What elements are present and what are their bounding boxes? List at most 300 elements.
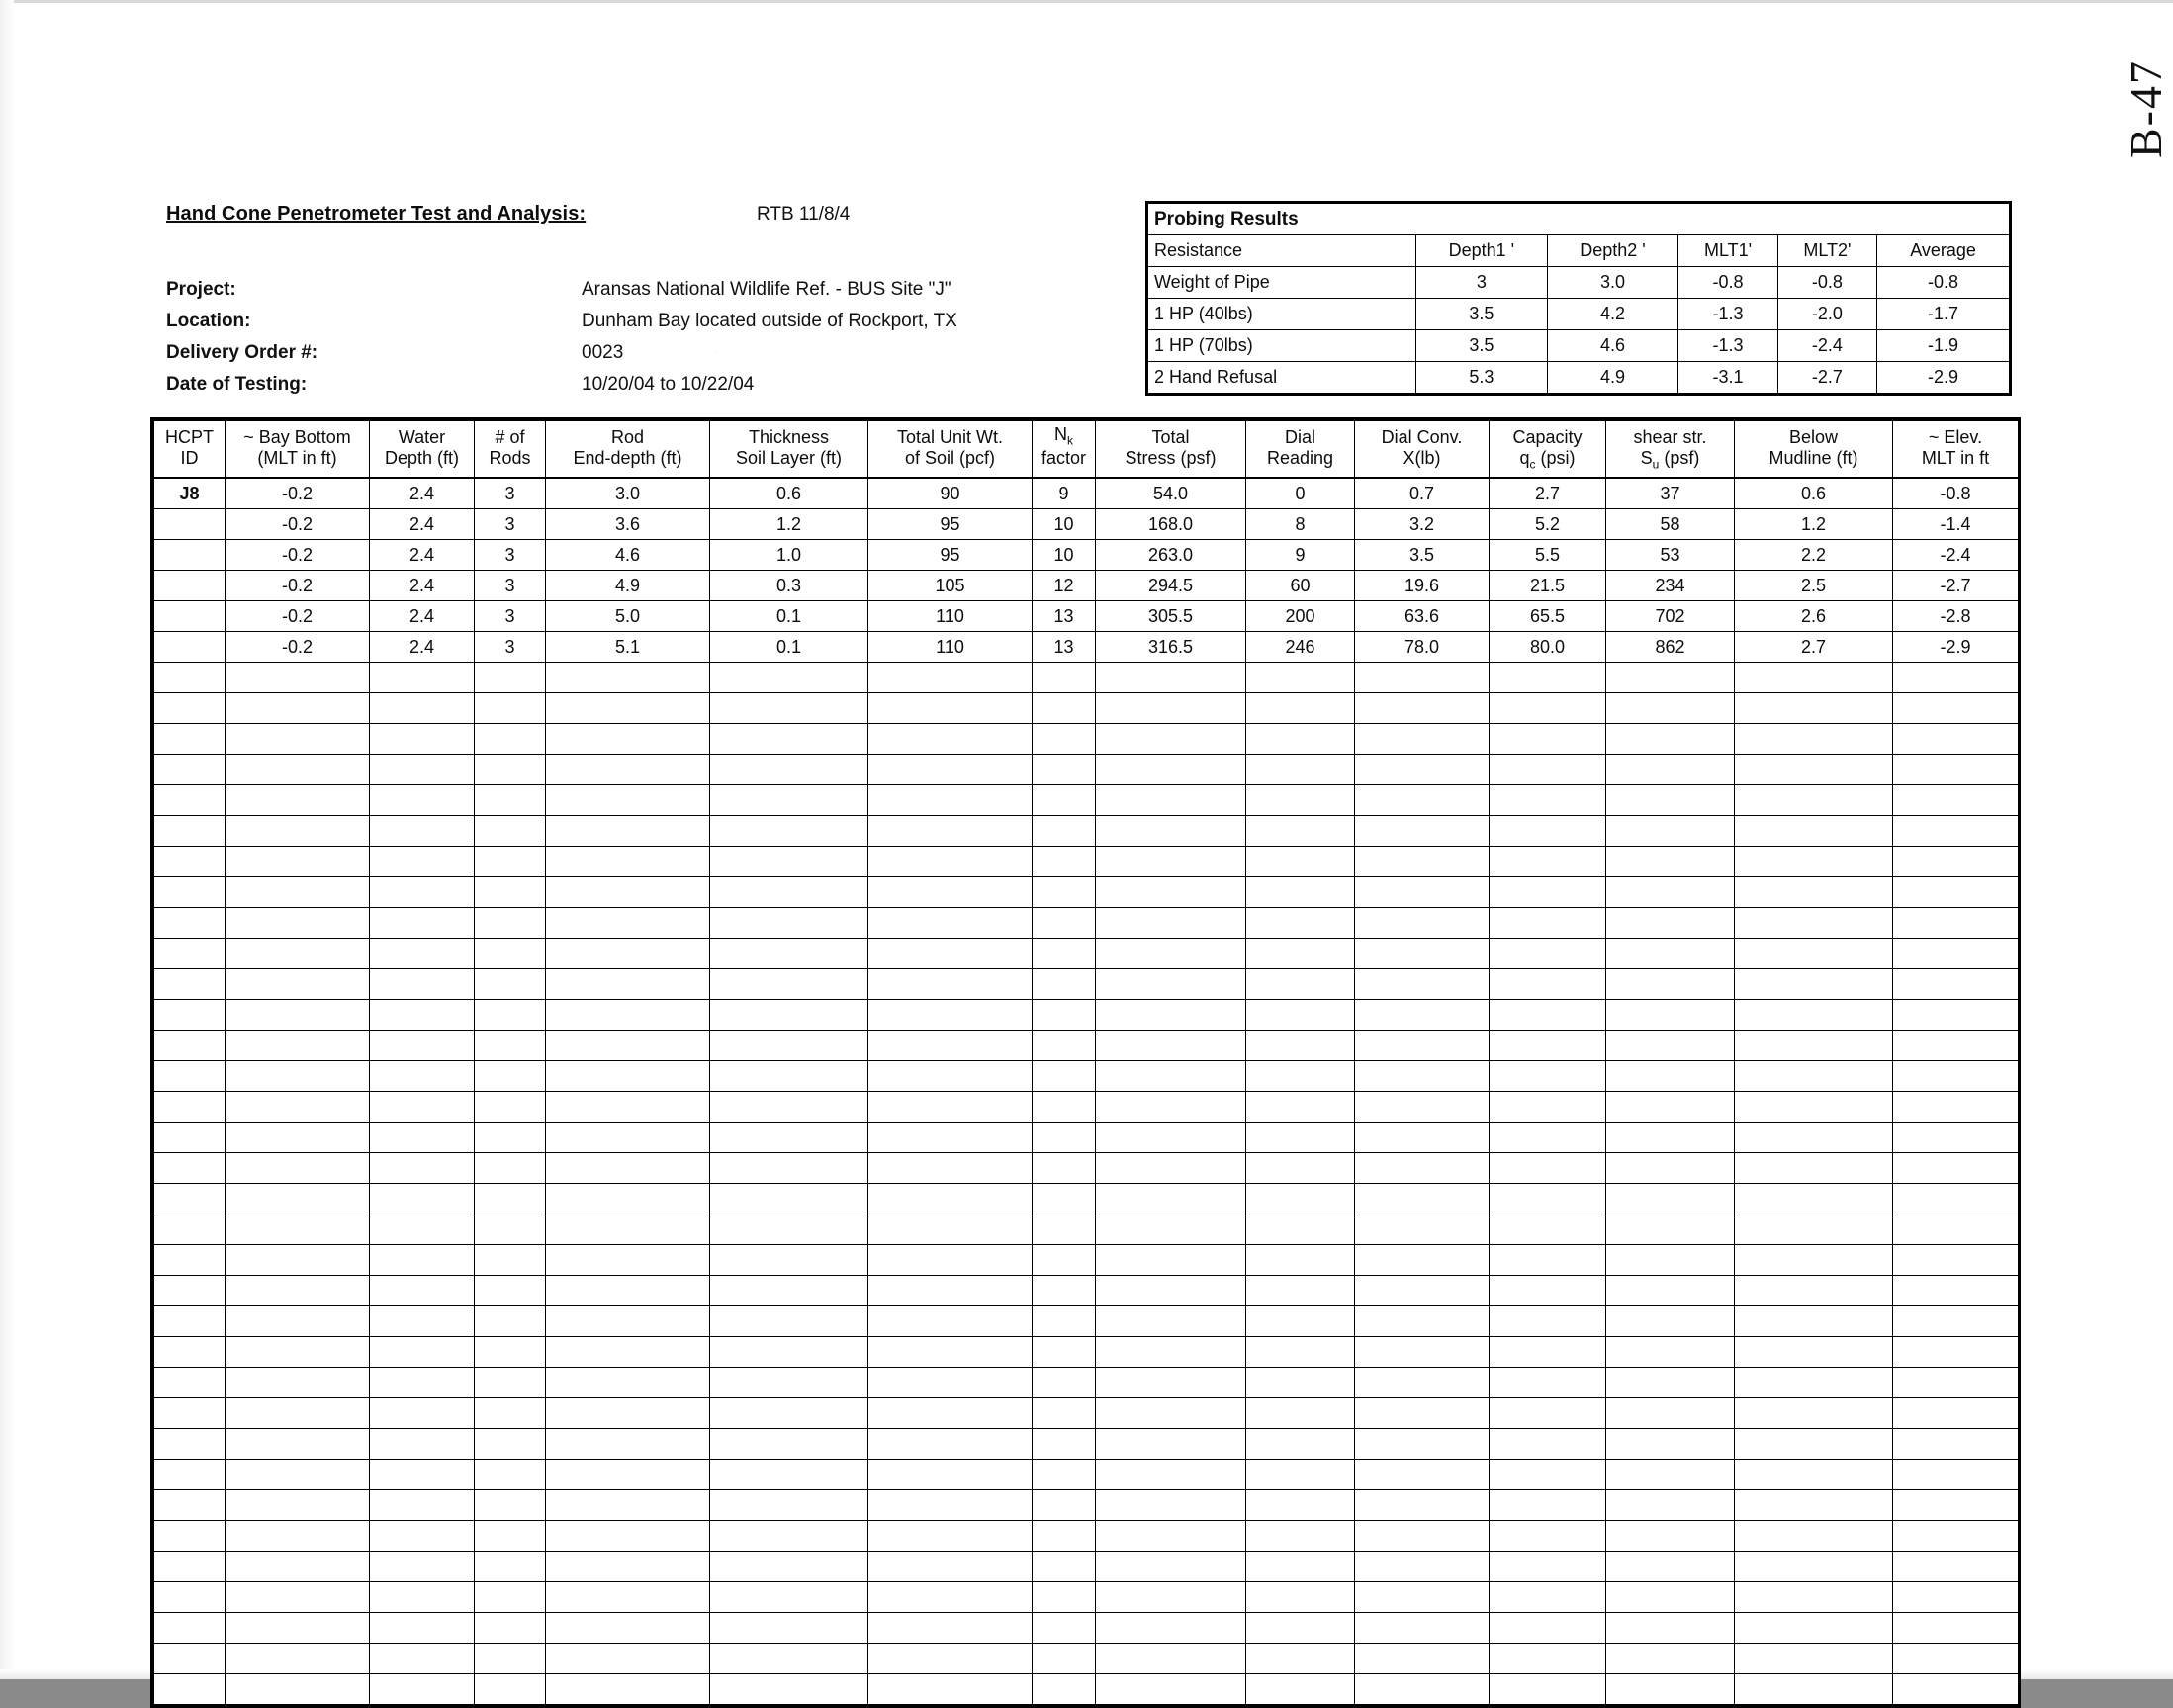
data-cell: 2.6 [1735,601,1893,632]
data-cell-empty [868,663,1033,693]
data-cell-empty [1490,755,1606,785]
data-cell-empty [226,1000,370,1031]
data-cell-empty [1893,1644,2019,1674]
data-cell-empty [1355,939,1490,969]
data-cell-empty [1246,1460,1355,1490]
data-cell-empty [226,847,370,877]
data-cell-empty [475,1031,546,1061]
data-cell-empty [868,939,1033,969]
data-cell-empty [1246,1613,1355,1644]
meta-label-location: Location: [166,311,251,331]
data-cell: 95 [868,540,1033,571]
data-cell-empty [370,1552,475,1582]
data-cell-empty [1490,847,1606,877]
data-cell-empty [1606,1337,1735,1368]
data-cell-empty [1606,939,1735,969]
probing-table-row [1147,330,2011,362]
data-cell-empty [710,1214,868,1245]
data-cell: -2.9 [1893,632,2019,663]
data-cell-empty [154,755,226,785]
data-cell-empty [1355,969,1490,1000]
data-cell-empty [226,908,370,939]
data-cell: 0.1 [710,601,868,632]
data-cell-empty [1606,1521,1735,1552]
data-cell-empty [1096,1061,1246,1092]
data-cell-empty [1606,1123,1735,1153]
data-cell-empty [1096,1460,1246,1490]
data-cell-empty [226,1613,370,1644]
data-cell-empty [868,1398,1033,1429]
data-cell-empty [710,1521,868,1552]
data-cell-empty [1606,755,1735,785]
data-cell-empty [475,969,546,1000]
probing-table-row [1147,299,2011,330]
data-cell-empty [1490,1184,1606,1214]
data-cell-empty [1606,1061,1735,1092]
data-cell-empty [154,1061,226,1092]
data-cell-empty [1246,1429,1355,1460]
data-cell-empty [1033,1674,1096,1705]
data-cell-empty [546,1061,710,1092]
data-cell-empty [546,908,710,939]
data-cell-empty [710,877,868,908]
data-cell: 0.1 [710,632,868,663]
data-cell-empty [475,1061,546,1092]
data-cell-empty [710,816,868,847]
data-cell-empty [226,1490,370,1521]
data-cell: 3.6 [546,509,710,540]
data-cell-empty [1606,1276,1735,1306]
data-cell-empty [1355,1306,1490,1337]
meta-row-location [166,311,957,332]
data-cell-empty [226,693,370,724]
data-cell-empty [1490,1582,1606,1613]
data-cell-empty [546,1000,710,1031]
table-row-empty [154,1490,2019,1521]
data-cell: 80.0 [1490,632,1606,663]
data-cell-empty [475,1429,546,1460]
column-header-top: $N_k$ [1033,421,1096,449]
probing-cell: 4.9 [1547,362,1678,395]
data-cell: 3 [475,478,546,509]
data-cell-empty [710,1613,868,1644]
table-row [154,478,2019,509]
data-cell: 1.0 [710,540,868,571]
data-cell-empty [546,755,710,785]
data-cell-empty [1355,1061,1490,1092]
data-cell-empty [226,1276,370,1306]
probing-row-label: Weight of Pipe [1147,267,1416,299]
data-cell-empty [154,1153,226,1184]
data-cell-empty [154,1582,226,1613]
probing-header-row [1147,235,2011,267]
data-cell-empty [1355,1429,1490,1460]
data-cell-empty [154,724,226,755]
data-cell-empty [154,1429,226,1460]
data-cell-empty [1033,1245,1096,1276]
table-row-empty [154,908,2019,939]
data-cell-empty [1490,785,1606,816]
data-cell-empty [1033,1092,1096,1123]
data-cell-empty [1735,1613,1893,1644]
data-cell-empty [1355,785,1490,816]
data-cell-empty [475,1092,546,1123]
data-cell-empty [1735,1092,1893,1123]
data-cell-empty [1606,1368,1735,1398]
table-row-empty [154,1061,2019,1092]
table-row-empty [154,1000,2019,1031]
data-cell-empty [1490,1490,1606,1521]
data-cell-empty [1033,816,1096,847]
data-cell-empty [1096,969,1246,1000]
data-cell-empty [1033,1337,1096,1368]
data-cell-empty [1893,1337,2019,1368]
table-row-empty [154,1123,2019,1153]
data-cell: 1.2 [710,509,868,540]
hcpt-id-cell: J8 [154,478,226,509]
table-row-empty [154,693,2019,724]
data-cell-empty [1033,969,1096,1000]
table-row-empty [154,1153,2019,1184]
data-cell-empty [868,1306,1033,1337]
data-cell-empty [370,1613,475,1644]
data-cell-empty [226,1245,370,1276]
data-cell-empty [868,1490,1033,1521]
data-cell-empty [1355,908,1490,939]
column-header-bottom: Depth (ft) [370,448,475,478]
hcpt-id-cell [154,571,226,601]
data-cell-empty [370,939,475,969]
data-cell: 0.6 [1735,478,1893,509]
data-cell-empty [868,724,1033,755]
data-cell-empty [1355,1337,1490,1368]
data-cell-empty [1246,785,1355,816]
data-cell-empty [1096,1123,1246,1153]
data-cell-empty [154,1184,226,1214]
table-row-empty [154,939,2019,969]
data-cell-empty [370,1000,475,1031]
data-cell-empty [1735,785,1893,816]
data-cell-empty [1490,693,1606,724]
data-cell-empty [710,1092,868,1123]
data-cell-empty [1033,1460,1096,1490]
data-cell: -2.8 [1893,601,2019,632]
column-header-top: HCPT [154,421,226,449]
column-header-bottom: Mudline (ft) [1735,448,1893,478]
column-header-top: Dial Conv. [1355,421,1490,449]
data-cell-empty [1490,1123,1606,1153]
data-cell-empty [1033,1552,1096,1582]
data-cell-empty [710,969,868,1000]
data-cell-empty [1033,1490,1096,1521]
data-cell-empty [154,1368,226,1398]
column-header-top: Dial [1246,421,1355,449]
data-cell: 0.3 [710,571,868,601]
data-cell-empty [1606,1000,1735,1031]
data-cell: 1.2 [1735,509,1893,540]
data-cell-empty [1735,1582,1893,1613]
data-cell: 3.5 [1355,540,1490,571]
data-cell-empty [1735,969,1893,1000]
data-cell-empty [1606,816,1735,847]
data-cell: 60 [1246,571,1355,601]
data-cell-empty [1490,816,1606,847]
column-header-top: shear str. [1606,421,1735,449]
data-cell-empty [1893,1306,2019,1337]
data-cell-empty [1355,816,1490,847]
data-cell-empty [1606,1460,1735,1490]
data-cell-empty [1033,693,1096,724]
data-cell: 4.9 [546,571,710,601]
data-cell-empty [1355,755,1490,785]
data-cell-empty [1490,1153,1606,1184]
column-header-bottom: (MLT in ft) [226,448,370,478]
data-cell-empty [154,1276,226,1306]
data-cell-empty [546,847,710,877]
data-cell-empty [1033,663,1096,693]
data-cell-empty [1096,1490,1246,1521]
data-cell-empty [154,1398,226,1429]
data-cell-empty [1893,1214,2019,1245]
data-cell-empty [226,1153,370,1184]
column-header-bottom: ID [154,448,226,478]
data-cell-empty [868,1031,1033,1061]
data-cell-empty [1033,724,1096,755]
data-cell-empty [226,1031,370,1061]
data-cell-empty [1355,1398,1490,1429]
table-row-empty [154,755,2019,785]
data-cell: 2.5 [1735,571,1893,601]
data-cell: 5.0 [546,601,710,632]
data-cell-empty [370,1521,475,1552]
data-cell: 13 [1033,601,1096,632]
data-cell-empty [1735,1245,1893,1276]
data-cell-empty [1096,1368,1246,1398]
data-cell: 294.5 [1096,571,1246,601]
data-cell-empty [1246,1245,1355,1276]
table-row [154,540,2019,571]
data-cell-empty [1033,1214,1096,1245]
data-cell: 2.4 [370,540,475,571]
data-cell-empty [1355,1613,1490,1644]
data-cell-empty [546,1644,710,1674]
data-cell-empty [475,1398,546,1429]
data-cell-empty [154,847,226,877]
probing-cell: 4.6 [1547,330,1678,362]
probing-column-header: Depth1 ' [1416,235,1548,267]
data-cell-empty [1355,1582,1490,1613]
data-cell-empty [1735,847,1893,877]
data-cell-empty [1893,1000,2019,1031]
data-cell-empty [710,1460,868,1490]
data-cell: 862 [1606,632,1735,663]
table-row-empty [154,1521,2019,1552]
data-cell-empty [1490,1460,1606,1490]
data-cell-empty [1096,1184,1246,1214]
data-cell-empty [1735,663,1893,693]
data-cell-empty [1735,724,1893,755]
data-cell-empty [868,847,1033,877]
data-cell-empty [1096,1337,1246,1368]
data-cell-empty [475,1184,546,1214]
data-cell-empty [1606,724,1735,755]
data-cell-empty [370,1398,475,1429]
data-cell-empty [1735,1460,1893,1490]
table-row-empty [154,847,2019,877]
data-cell-empty [1096,1613,1246,1644]
data-cell-empty [546,1123,710,1153]
data-cell-empty [475,1552,546,1582]
data-cell: 316.5 [1096,632,1246,663]
table-row-empty [154,1184,2019,1214]
probing-cell: -2.7 [1777,362,1876,395]
data-cell-empty [1893,847,2019,877]
table-row-empty [154,1582,2019,1613]
data-cell-empty [1893,1552,2019,1582]
data-cell-empty [154,816,226,847]
data-cell-empty [370,1245,475,1276]
data-cell: 95 [868,509,1033,540]
data-cell-empty [370,1582,475,1613]
page-edge-left [0,0,14,1679]
data-cell: 3 [475,540,546,571]
data-cell: -0.2 [226,632,370,663]
data-cell-empty [868,908,1033,939]
data-cell-empty [1735,939,1893,969]
data-cell-empty [1606,1214,1735,1245]
data-cell-empty [1490,724,1606,755]
data-cell-empty [226,1521,370,1552]
data-cell-empty [710,1552,868,1582]
data-cell-empty [868,1368,1033,1398]
meta-value-date-of-testing: 10/20/04 to 10/22/04 [582,374,755,395]
data-cell-empty [475,1613,546,1644]
data-cell-empty [370,1644,475,1674]
table-row-empty [154,1460,2019,1490]
data-cell: 9 [1033,478,1096,509]
handwritten-page-number: B-47 [2121,59,2171,158]
data-cell-empty [1033,1521,1096,1552]
data-cell-empty [710,1184,868,1214]
data-cell-empty [1096,1153,1246,1184]
data-cell-empty [1735,1398,1893,1429]
data-cell-empty [226,1674,370,1705]
data-cell: 3.2 [1355,509,1490,540]
table-row-empty [154,785,2019,816]
data-cell-empty [226,939,370,969]
data-cell-empty [1606,847,1735,877]
data-cell-empty [370,663,475,693]
data-cell-empty [154,663,226,693]
data-cell-empty [226,1644,370,1674]
data-cell-empty [475,908,546,939]
data-cell-empty [1096,816,1246,847]
data-cell-empty [1893,1184,2019,1214]
data-cell-empty [1606,1490,1735,1521]
hcpt-id-cell [154,509,226,540]
data-cell-empty [1033,1061,1096,1092]
data-cell-empty [1355,1521,1490,1552]
data-cell-empty [710,1674,868,1705]
data-cell-empty [1606,1644,1735,1674]
data-cell-empty [1096,755,1246,785]
probing-cell: 4.2 [1547,299,1678,330]
data-cell-empty [1246,1337,1355,1368]
data-cell-empty [546,1490,710,1521]
data-cell: 12 [1033,571,1096,601]
data-cell-empty [1355,663,1490,693]
data-cell-empty [1246,969,1355,1000]
data-cell-empty [1893,785,2019,816]
data-cell: 2.7 [1490,478,1606,509]
meta-row-project [166,279,951,301]
data-cell-empty [1246,1276,1355,1306]
probing-cell: 3.0 [1547,267,1678,299]
data-cell-empty [546,663,710,693]
page-title: Hand Cone Penetrometer Test and Analysis: [166,203,587,225]
data-cell: 2.7 [1735,632,1893,663]
data-cell: 21.5 [1490,571,1606,601]
data-cell-empty [1606,1184,1735,1214]
data-cell-empty [1893,1276,2019,1306]
data-cell: 3 [475,571,546,601]
data-cell: 110 [868,632,1033,663]
data-cell-empty [546,816,710,847]
data-cell: 168.0 [1096,509,1246,540]
data-cell-empty [868,755,1033,785]
data-cell-empty [1490,1276,1606,1306]
data-cell-empty [1606,969,1735,1000]
data-cell-empty [710,939,868,969]
data-cell-empty [1096,1276,1246,1306]
data-cell-empty [710,1644,868,1674]
data-cell: -0.2 [226,571,370,601]
data-cell-empty [546,1398,710,1429]
data-cell-empty [710,1000,868,1031]
column-header-top: Rod [546,421,710,449]
data-cell-empty [868,969,1033,1000]
table-row-empty [154,1245,2019,1276]
data-cell-empty [868,785,1033,816]
column-header-top: ~ Elev. [1893,421,2019,449]
data-cell-empty [154,1613,226,1644]
column-header-top: Below [1735,421,1893,449]
data-cell-empty [370,1337,475,1368]
data-cell-empty [1246,1092,1355,1123]
data-cell-empty [226,755,370,785]
data-cell-empty [1096,1245,1246,1276]
data-cell-empty [1033,1644,1096,1674]
data-cell-empty [226,1214,370,1245]
data-cell-empty [1246,1490,1355,1521]
data-cell: 2.2 [1735,540,1893,571]
data-cell-empty [1246,847,1355,877]
data-cell-empty [1355,1214,1490,1245]
data-cell: 65.5 [1490,601,1606,632]
data-cell-empty [710,693,868,724]
data-cell: 105 [868,571,1033,601]
data-cell-empty [226,1092,370,1123]
data-cell-empty [1355,877,1490,908]
data-cell-empty [1246,1153,1355,1184]
data-cell-empty [868,1214,1033,1245]
data-cell-empty [475,663,546,693]
data-cell-empty [154,1214,226,1245]
data-cell-empty [370,1123,475,1153]
data-cell-empty [475,1153,546,1184]
data-cell-empty [868,1337,1033,1368]
data-cell-empty [154,939,226,969]
